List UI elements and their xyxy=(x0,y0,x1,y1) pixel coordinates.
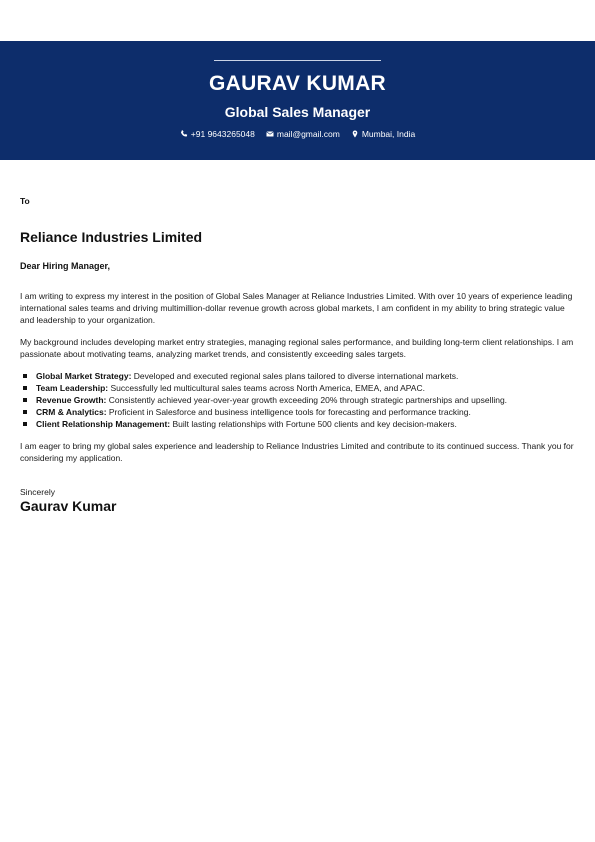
highlight-label: Revenue Growth: xyxy=(36,395,107,405)
highlight-label: Team Leadership: xyxy=(36,383,109,393)
contact-location-text: Mumbai, India xyxy=(361,129,416,139)
applicant-name: GAURAV KUMAR xyxy=(208,72,387,95)
contact-email-text[interactable]: mail@gmail.com xyxy=(276,129,340,139)
intro-paragraph: I am writing to express my interest in the position of Global Sales Manager at Reliance Industries Limited. With over 10 years of experience leading international sales teams and driving multimillion-dollar revenue growth across global markets, I am confident in my ability to bring strategic value and leadership to your organization. xyxy=(20,291,573,325)
contact-bar xyxy=(0,128,595,140)
list-item xyxy=(20,370,576,382)
highlight-text: Consistently achieved year-over-year growth exceeding 20% through strategic partnerships and upselling. xyxy=(106,395,508,405)
phone-icon xyxy=(180,130,188,138)
background-paragraph: My background includes developing market entry strategies, managing regional sales performance, and building long-term client relationships. I am passionate about motivating teams, analyzing market trends, and consistently exceeding sales targets. xyxy=(20,337,574,359)
recipient-label: To xyxy=(20,196,30,206)
list-item xyxy=(20,394,576,406)
contact-phone xyxy=(180,128,255,140)
recipient-company: Reliance Industries Limited xyxy=(20,229,203,245)
map-pin-icon xyxy=(351,130,359,138)
list-item xyxy=(20,406,576,418)
highlight-label: Client Relationship Management: xyxy=(36,419,171,429)
list-item xyxy=(20,382,576,394)
highlight-text: Built lasting relationships with Fortune 500 clients and key decision-makers. xyxy=(170,419,457,429)
contact-email[interactable] xyxy=(266,128,340,140)
envelope-icon xyxy=(266,130,274,138)
contact-location xyxy=(351,128,415,140)
applicant-title: Global Sales Manager xyxy=(224,104,371,120)
highlight-text: Developed and executed regional sales plans tailored to diverse international markets. xyxy=(131,371,459,381)
closing-paragraph: I am eager to bring my global sales experience and leadership to Reliance Industries Limited and contribute to its continued success. Thank you for considering my application. xyxy=(20,441,574,463)
highlight-label: Global Market Strategy: xyxy=(36,371,132,381)
highlight-text: Proficient in Salesforce and business intelligence tools for forecasting and performance tracking. xyxy=(106,407,471,417)
letter-header xyxy=(0,41,595,160)
signature-name: Gaurav Kumar xyxy=(20,498,117,514)
header-divider xyxy=(214,60,381,61)
highlight-text: Successfully led multicultural sales teams across North America, EMEA, and APAC. xyxy=(108,383,425,393)
sign-off: Sincerely xyxy=(20,487,55,497)
contact-phone-text: +91 9643265048 xyxy=(190,129,255,139)
list-item xyxy=(20,418,576,430)
highlight-label: CRM & Analytics: xyxy=(36,407,107,417)
salutation: Dear Hiring Manager, xyxy=(20,261,111,271)
highlights-list xyxy=(20,370,576,430)
